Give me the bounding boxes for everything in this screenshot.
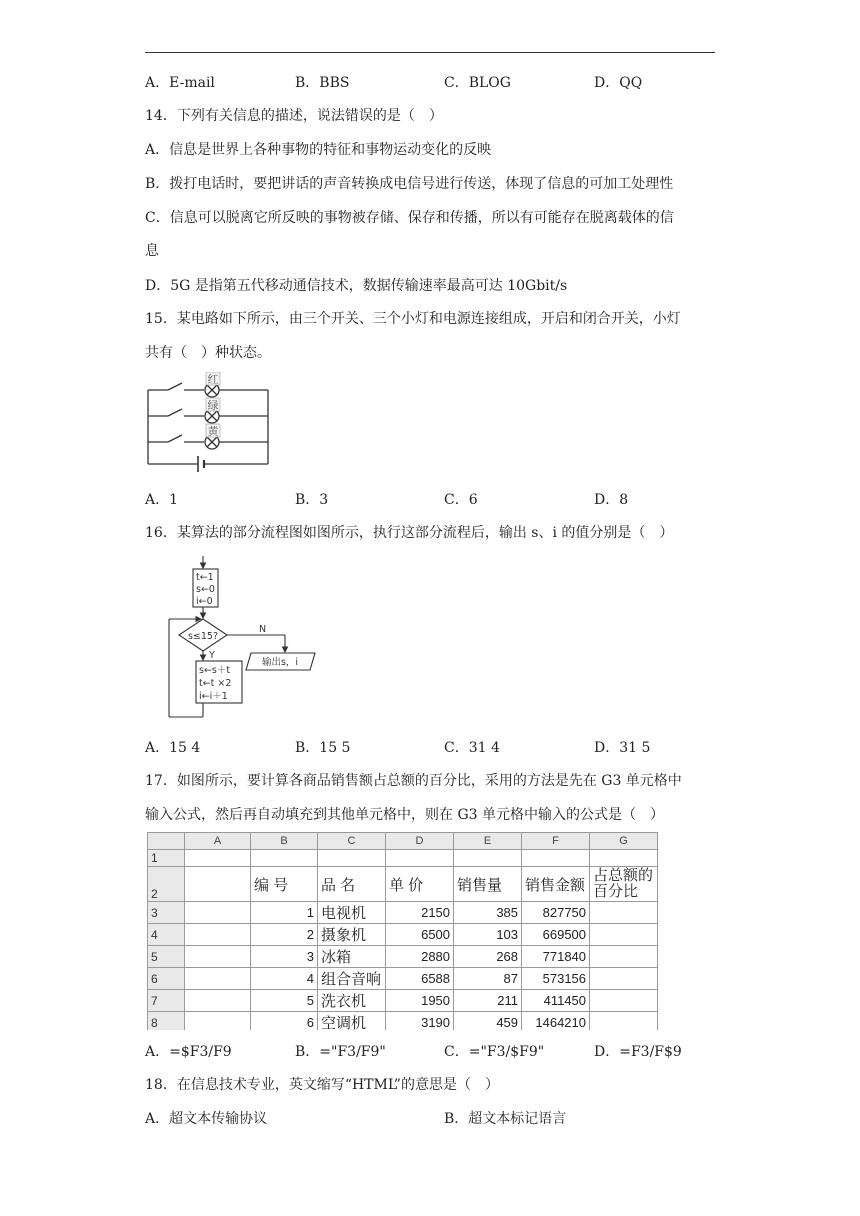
q13-option-a[interactable]: A．E-mail <box>145 75 215 91</box>
table-row <box>148 968 658 990</box>
cell-id: 6 <box>251 1012 318 1031</box>
q14-option-c-continued: 息 <box>145 243 159 259</box>
q13-option-c[interactable]: C．BLOG <box>444 75 511 91</box>
flow-condition: s≤15? <box>187 631 219 642</box>
row-number: 1 <box>148 850 185 867</box>
flow-body-s: s←s＋t <box>199 665 231 676</box>
flow-body-t: t←t ×2 <box>199 678 232 689</box>
flow-output: 输出s，i <box>261 657 299 668</box>
table-row <box>148 867 658 902</box>
cell-price: 1950 <box>386 990 454 1012</box>
q14-option-b[interactable]: B．拨打电话时，要把讲话的声音转换成电信号进行传送，体现了信息的可加工处理性 <box>145 176 674 192</box>
q16-option-a[interactable]: A．15 4 <box>145 740 201 756</box>
cell-name: 洗衣机 <box>318 990 386 1012</box>
q17-option-c[interactable]: C．="F3/$F9" <box>444 1044 545 1060</box>
flow-no-label: N <box>259 624 267 635</box>
header-percent-line1: 占总额的 <box>593 867 654 884</box>
row-number: 6 <box>148 968 185 990</box>
row-number: 5 <box>148 946 185 968</box>
cell-price: 6588 <box>386 968 454 990</box>
q18-option-a[interactable]: A．超文本传输协议 <box>145 1111 268 1127</box>
cell-qty: 87 <box>454 968 522 990</box>
header-amount: 销售金额 <box>522 867 590 902</box>
flow-init-t: t←1 <box>196 572 214 583</box>
lamp-label-red: 红 <box>207 373 219 386</box>
cell-name: 摄象机 <box>318 924 386 946</box>
column-header-row <box>148 833 658 850</box>
cell-price: 2880 <box>386 946 454 968</box>
cell-id: 1 <box>251 902 318 924</box>
q15-option-a[interactable]: A．1 <box>145 492 179 508</box>
cell-amount: 411450 <box>522 990 590 1012</box>
cell-amount: 827750 <box>522 902 590 924</box>
q17-option-a[interactable]: A．=$F3/F9 <box>145 1044 232 1060</box>
column-header-f: F <box>522 833 590 850</box>
cell-qty: 268 <box>454 946 522 968</box>
cell-qty: 103 <box>454 924 522 946</box>
q16-option-c[interactable]: C．31 4 <box>444 740 500 756</box>
q14-stem: 14．下列有关信息的描述，说法错误的是（ ） <box>145 108 443 124</box>
cell-price: 2150 <box>386 902 454 924</box>
cell-amount: 771840 <box>522 946 590 968</box>
cell-qty: 459 <box>454 1012 522 1031</box>
q14-option-a[interactable]: A．信息是世界上各种事物的特征和事物运动变化的反映 <box>145 142 492 158</box>
cell-price: 6500 <box>386 924 454 946</box>
q14-option-d[interactable]: D．5G 是指第五代移动通信技术，数据传输速率最高可达 10Gbit/s <box>145 278 568 294</box>
cell-name: 空调机 <box>318 1012 386 1031</box>
spreadsheet-table <box>147 832 658 1030</box>
header-percent <box>590 867 658 902</box>
header-price: 单 价 <box>386 867 454 902</box>
cell-id: 3 <box>251 946 318 968</box>
cell-qty: 211 <box>454 990 522 1012</box>
q15-stem-continued: 共有（ ）种状态。 <box>145 345 271 361</box>
q14-option-c[interactable]: C．信息可以脱离它所反映的事物被存储、保存和传播，所以有可能存在脱离载体的信 <box>145 210 674 226</box>
q17-option-d[interactable]: D．=F3/F$9 <box>594 1044 682 1060</box>
row-number: 2 <box>148 867 185 902</box>
cell-price: 3190 <box>386 1012 454 1031</box>
flow-body-i: i←i＋1 <box>199 691 228 702</box>
column-header-c: C <box>318 833 386 850</box>
table-row <box>148 902 658 924</box>
q15-option-c[interactable]: C．6 <box>444 492 478 508</box>
cell-amount: 669500 <box>522 924 590 946</box>
cell-qty: 385 <box>454 902 522 924</box>
q13-option-b[interactable]: B．BBS <box>295 75 350 91</box>
row-number: 8 <box>148 1012 185 1031</box>
q18-option-b[interactable]: B．超文本标记语言 <box>444 1111 567 1127</box>
q17-option-b[interactable]: B．="F3/F9" <box>295 1044 386 1060</box>
q16-option-b[interactable]: B．15 5 <box>295 740 351 756</box>
spreadsheet-screenshot <box>147 832 669 1030</box>
row-number: 3 <box>148 902 185 924</box>
cell-id: 5 <box>251 990 318 1012</box>
flow-init-i: i←0 <box>196 596 213 607</box>
column-header-g: G <box>590 833 658 850</box>
cell-name: 组合音响 <box>318 968 386 990</box>
cell-amount: 1464210 <box>522 1012 590 1031</box>
table-row <box>148 990 658 1012</box>
q15-stem: 15．某电路如下所示，由三个开关、三个小灯和电源连接组成，开启和闭合开关，小灯 <box>145 311 681 327</box>
header-percent-line2: 百分比 <box>593 883 639 900</box>
q17-stem: 17．如图所示，要计算各商品销售额占总额的百分比，采用的方法是先在 G3 单元格中 <box>145 773 682 789</box>
q15-option-d[interactable]: D．8 <box>594 492 629 508</box>
q16-option-d[interactable]: D．31 5 <box>594 740 651 756</box>
row-number: 7 <box>148 990 185 1012</box>
q18-stem: 18．在信息技术专业，英文缩写“HTML”的意思是（ ） <box>145 1077 499 1093</box>
column-header-a: A <box>185 833 251 850</box>
lamp-label-yellow: 黄 <box>207 425 219 438</box>
flow-yes-label: Y <box>209 650 215 661</box>
row-number: 4 <box>148 924 185 946</box>
header-name: 品 名 <box>318 867 386 902</box>
q16-stem: 16．某算法的部分流程图如图所示，执行这部分流程后，输出 s、i 的值分别是（ ） <box>145 525 674 541</box>
column-header-e: E <box>454 833 522 850</box>
table-row <box>148 1012 658 1031</box>
circuit-diagram <box>140 372 280 472</box>
cell-name: 冰箱 <box>318 946 386 968</box>
table-row <box>148 850 658 867</box>
table-row <box>148 946 658 968</box>
header-rule <box>145 52 715 53</box>
header-id: 编 号 <box>251 867 318 902</box>
q15-option-b[interactable]: B．3 <box>295 492 329 508</box>
cell-id: 4 <box>251 968 318 990</box>
cell-amount: 573156 <box>522 968 590 990</box>
flow-init-s: s←0 <box>196 584 215 595</box>
lamp-label-green: 绿 <box>207 399 219 412</box>
table-row <box>148 924 658 946</box>
column-header-b: B <box>251 833 318 850</box>
q17-stem-continued: 输入公式，然后再自动填充到其他单元格中，则在 G3 单元格中输入的公式是（ ） <box>145 807 664 823</box>
column-header-d: D <box>386 833 454 850</box>
header-qty: 销售量 <box>454 867 522 902</box>
flowchart <box>165 556 325 722</box>
cell-id: 2 <box>251 924 318 946</box>
cell-name: 电视机 <box>318 902 386 924</box>
q13-option-d[interactable]: D．QQ <box>594 75 643 91</box>
corner-cell <box>148 833 185 850</box>
